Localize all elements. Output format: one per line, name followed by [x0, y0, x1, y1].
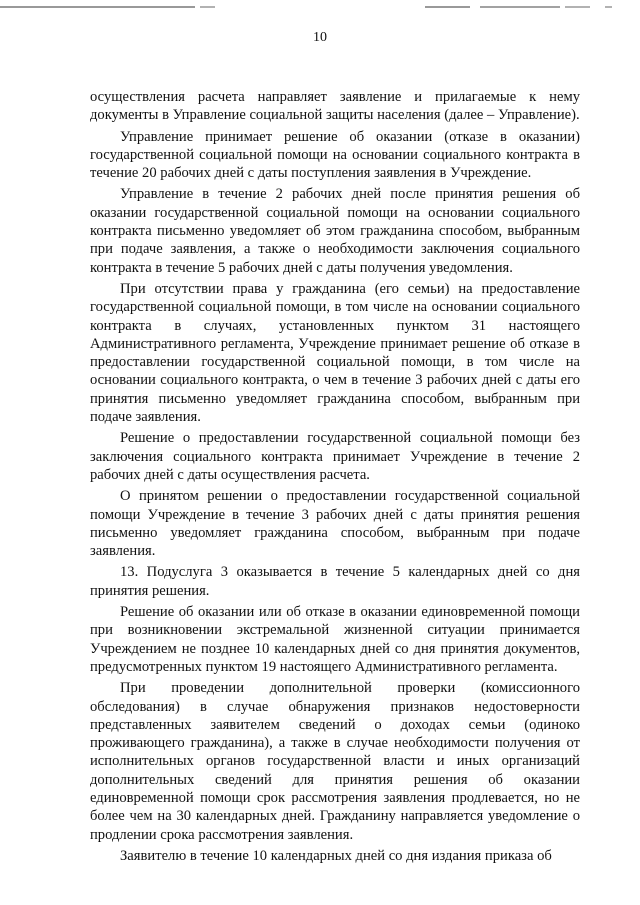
- paragraph: Заявителю в течение 10 календарных дней со дня издания приказа об: [120, 847, 552, 864]
- paragraph: осуществления расчета направляет заявление и прилагаемые к нему документы в Управление социальной защиты населения (далее – Управление).: [90, 89, 580, 124]
- paragraph: При отсутствии права у гражданина (его семьи) на предоставление государственной социальной помощи, в том числе на основании социального контракта в случаях, установленных пунктом 31 настоящего Административного регламента, Учреждение принимает решение об отказе в предоставлении государственной социальной помощи, в том числе на основании социального контракта, о чем в течение 3 рабочих дней с даты его принятия письменно уведомляет гражданина способом, выбранным при подаче заявления.: [90, 280, 580, 426]
- scan-top-rules: [0, 5, 640, 11]
- paragraph: При проведении дополнительной проверки (комиссионного обследования) в случае обнаружения признаков недостоверности представленных заявителем сведений о доходах семьи (одиноко проживающего гражданина), а также в случае необходимости получения от исполнительных органов государственной власти и иных организаций дополнительных сведений для принятия решения об оказании единовременной помощи срок рассмотрения заявления продлевается, но не более чем на 30 календарных дней. Гражданину направляется уведомление о продлении срока рассмотрения заявления.: [90, 680, 580, 843]
- paragraph: Решение об оказании или об отказе в оказании единовременной помощи при возникновении экстремальной жизненной ситуации принимается Учреждением не позднее 10 календарных дней со дня принятия документов, предусмотренных пунктом 19 настоящего Административного регламента.: [90, 604, 580, 675]
- paragraph: Решение о предоставлении государственной социальной помощи без заключения социального контракта принимает Учреждение в течение 2 рабочих дней с даты осуществления расчета.: [90, 430, 580, 483]
- page-number: 10: [313, 30, 327, 45]
- paragraph: Управление принимает решение об оказании (отказе в оказании) государственной социальной помощи на основании социального контракта в течение 20 рабочих дней с даты поступления заявления в Учреждение.: [90, 128, 580, 182]
- paragraph: 13. Подуслуга 3 оказывается в течение 5 календарных дней со дня принятия решения.: [90, 564, 580, 599]
- document-body: [90, 88, 580, 868]
- paragraph: Управление в течение 2 рабочих дней после принятия решения об оказании государственной социальной помощи на основании социального контракта письменно уведомляет об этом гражданина способом, выбранным при подаче заявления, а также о необходимости заключения социального контракта в течение 5 рабочих дней с даты получения уведомления.: [90, 186, 580, 276]
- paragraph: О принятом решении о предоставлении государственной социальной помощи Учреждение в течение 3 рабочих дней с даты принятия решения письменно уведомляет гражданина способом, выбранным при подаче заявления.: [90, 488, 580, 560]
